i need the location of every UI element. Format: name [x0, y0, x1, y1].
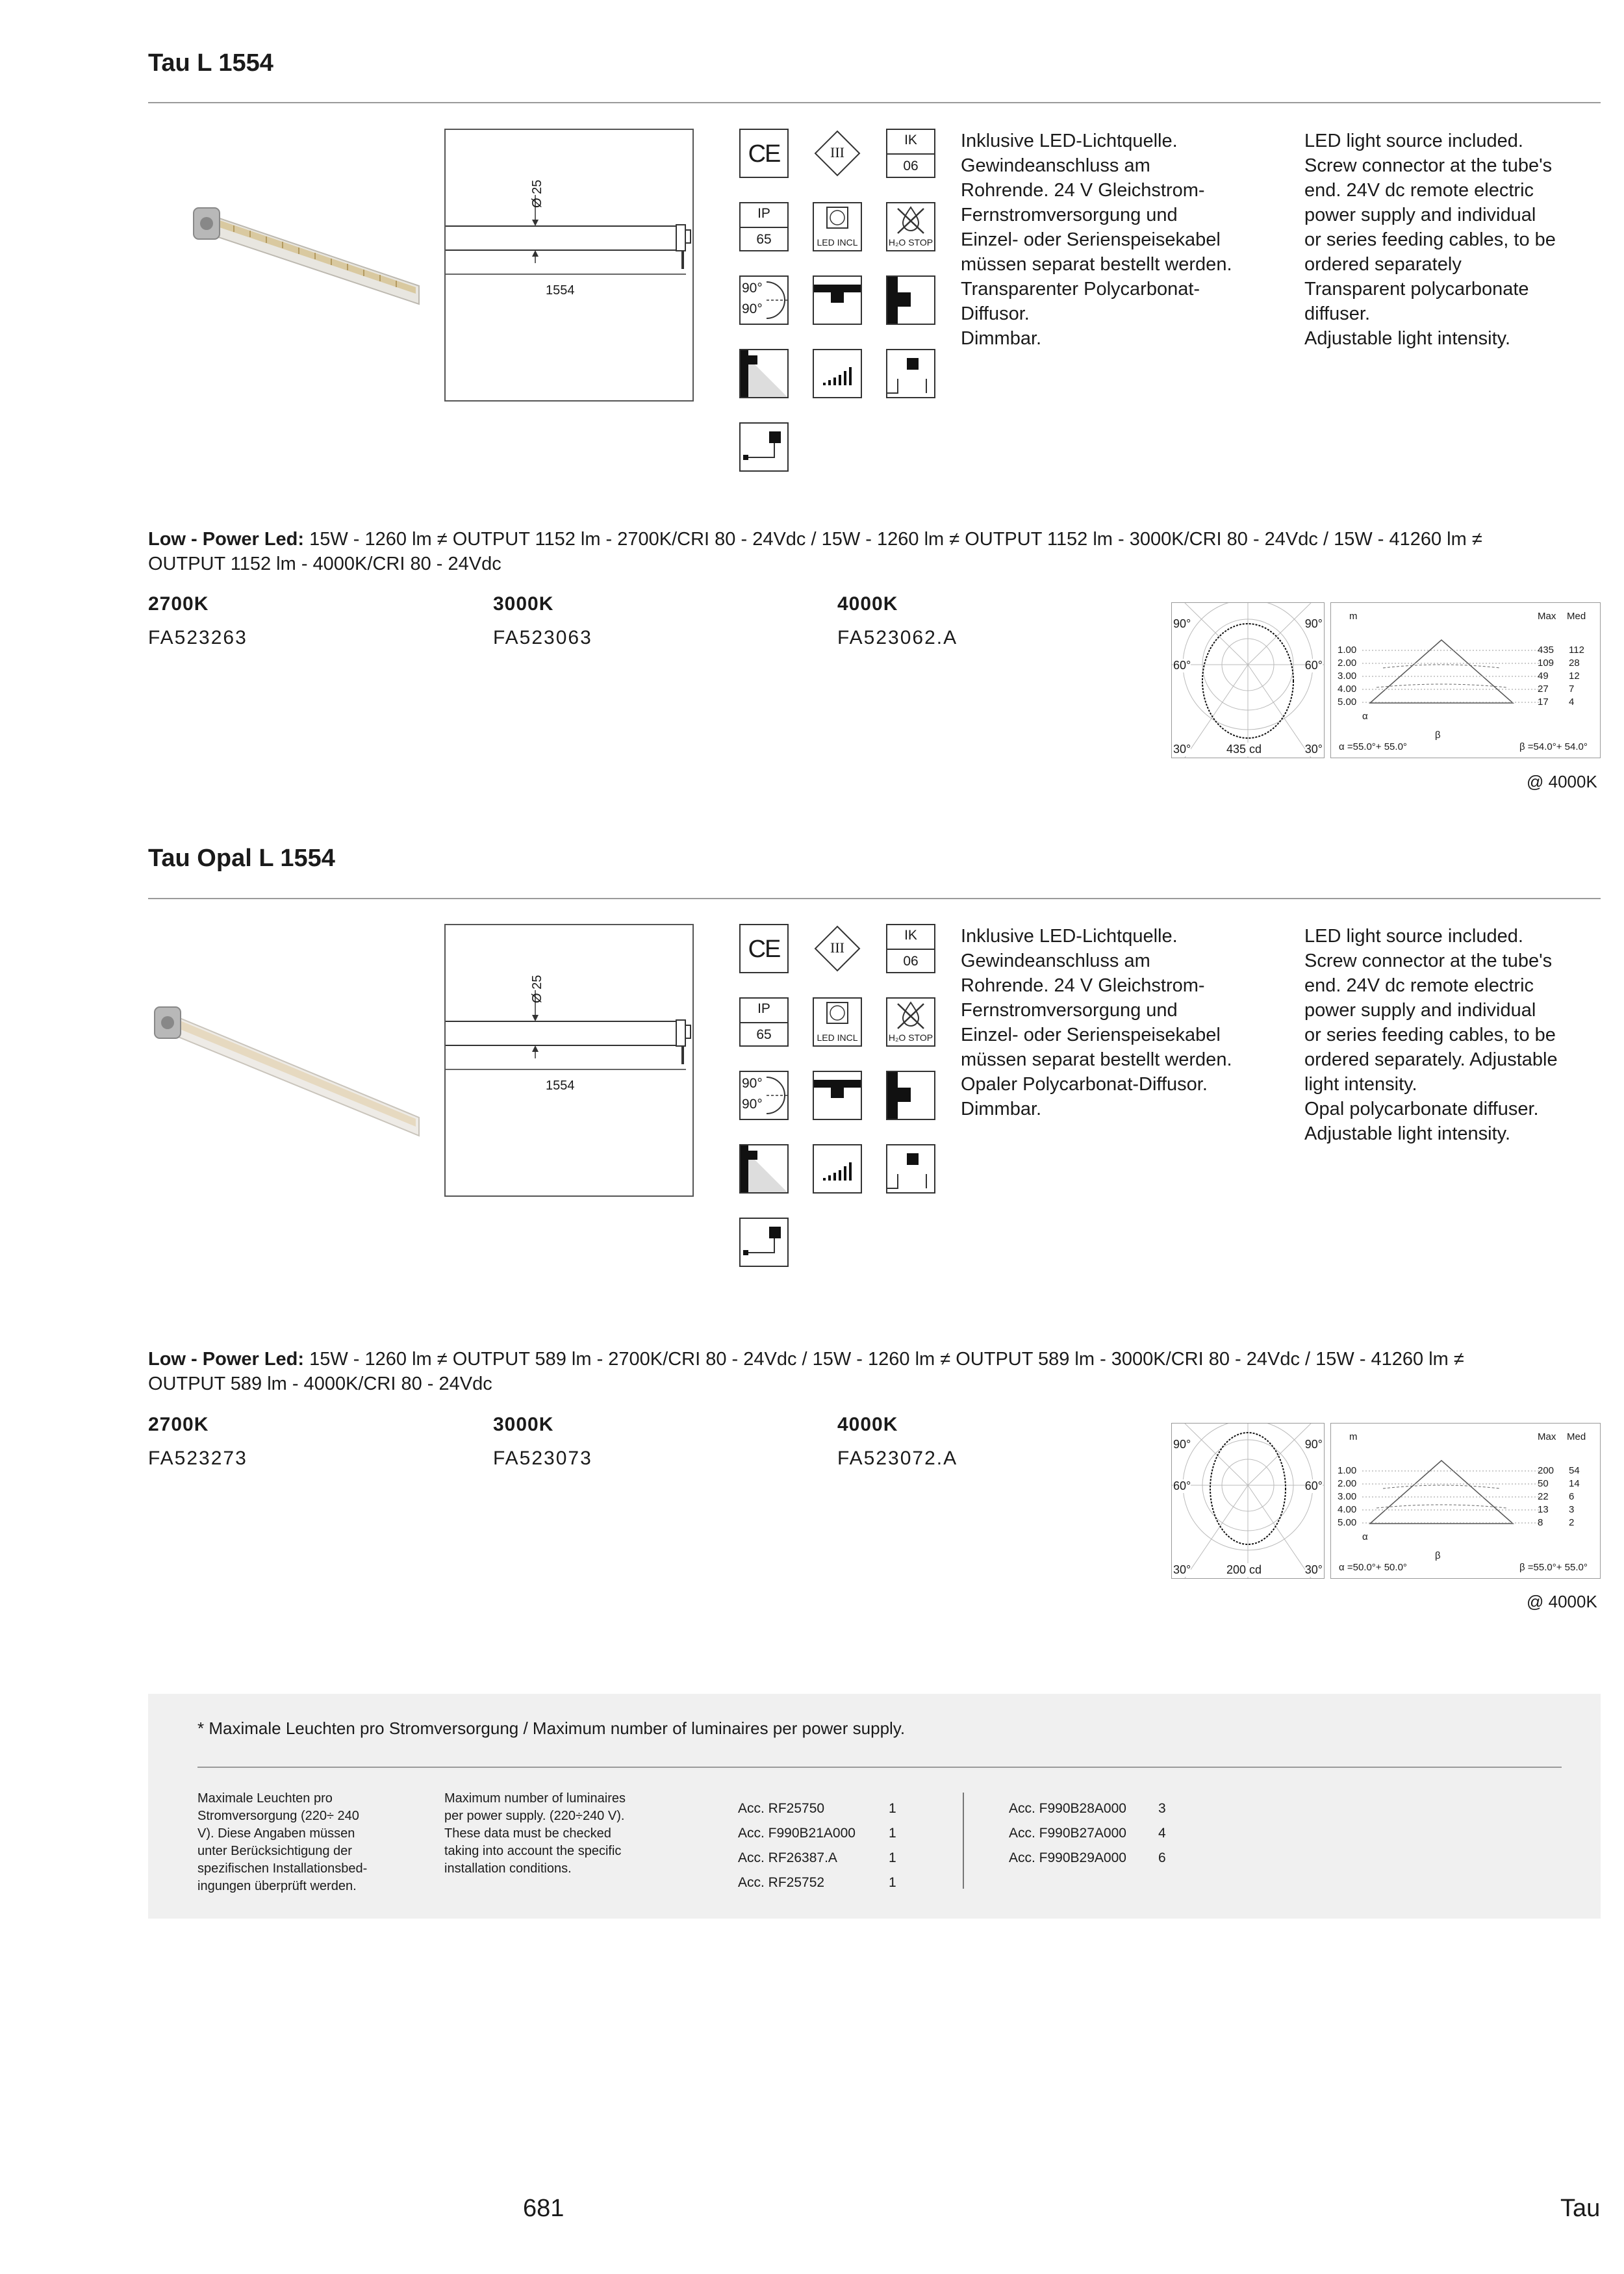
class-iii-icon: III	[813, 129, 862, 178]
wall-mount-icon	[886, 1071, 935, 1120]
light-emission-icon	[739, 1144, 789, 1194]
length-label: 1554	[546, 1079, 575, 1093]
product-title: Tau Opal L 1554	[148, 845, 335, 872]
ce-icon: CE	[739, 129, 789, 178]
list-item: Acc. RF25752	[738, 1875, 825, 1890]
power-supply-note-en: Maximum number of luminaires per power supply. (220÷240 V). These data must be checked taking into account the specific installation conditions.	[444, 1791, 626, 1876]
list-item: Acc. F990B21A000	[738, 1826, 856, 1841]
diameter-label: Ø 25	[530, 179, 544, 208]
power-supply-heading: * Maximale Leuchten pro Stromversorgung / Maximum number of luminaires per power supply.	[197, 1718, 906, 1738]
accessory-list-left	[738, 1796, 856, 1895]
code-temp-2700: 2700K	[148, 593, 209, 615]
list-item: Acc. F990B28A000	[1009, 1801, 1126, 1816]
rotation-angle-icon: 90° 90°	[739, 275, 789, 325]
product-code-3000: FA523063	[493, 627, 592, 648]
divider	[148, 898, 1601, 899]
remote-supply-icon	[739, 422, 789, 472]
ik-rating-icon: IK 06	[886, 129, 935, 178]
recessed-mount-icon	[886, 1144, 935, 1194]
polar-diagram: 90° 90° 60° 60° 30° 30° 200 cd	[1171, 1423, 1325, 1579]
rotation-angle-icon: 90° 90°	[739, 1071, 789, 1120]
product-code-2700: FA523273	[148, 1448, 247, 1469]
h2o-stop-icon: H₂O STOP	[886, 997, 935, 1047]
low-power-specs: Low - Power Led: 15W - 1260 lm ≠ OUTPUT 589 lm - 2700K/CRI 80 - 24Vdc / 15W - 1260 lm ≠ OUTPUT 589 lm - 3000K/CRI 80 - 24Vdc / 15W - 41260 lm ≠ OUTPUT 589 lm - 4000K/CRI 80 - 24Vdc	[148, 1349, 1464, 1394]
product-title: Tau L 1554	[148, 49, 273, 77]
page-number: 681	[523, 2195, 565, 2222]
list-item: Acc. F990B27A000	[1009, 1826, 1126, 1841]
list-item: Acc. RF26387.A	[738, 1850, 837, 1865]
accessory-list-right	[1009, 1796, 1126, 1871]
description-en: LED light source included. Screw connector at the tube's end. 24V dc remote electric power supply and individual or series feeding cables, to be ordered separately Transparent polycarbonate diffuser. Adjustable light intensity.	[1304, 131, 1556, 349]
product-family-label: Tau	[1560, 2195, 1601, 2222]
dimmable-icon	[813, 1144, 862, 1194]
dimmable-icon	[813, 349, 862, 398]
ik-rating-icon: IK 06	[886, 924, 935, 973]
ceiling-mount-icon	[813, 275, 862, 325]
code-temp-4000: 4000K	[837, 1414, 898, 1435]
light-cone-diagram: m Max Med 1.00 2.00 3.00 4.00 5.00 435 109 49 27 17 112 28 12 7 4 α β α =55.0°+ 55.0° β =54.0°+ 54.0°	[1330, 602, 1601, 758]
ceiling-mount-icon	[813, 1071, 862, 1120]
power-supply-note-de: Maximale Leuchten pro Stromversorgung (220÷ 240 V). Diese Angaben müssen unter Berücksichtigung der spezifischen Installationsbed- ingungen überprüft werden.	[197, 1791, 368, 1893]
low-power-specs: Low - Power Led: 15W - 1260 lm ≠ OUTPUT 1152 lm - 2700K/CRI 80 - 24Vdc / 15W - 1260 lm ≠ OUTPUT 1152 lm - 3000K/CRI 80 - 24Vdc / 15W - 41260 lm ≠ OUTPUT 1152 lm - 4000K/CRI 80 - 24Vdc	[148, 529, 1482, 574]
product-photo	[188, 188, 422, 312]
technical-drawing	[444, 924, 694, 1197]
list-item: Acc. F990B29A000	[1009, 1850, 1126, 1865]
product-photo	[149, 988, 422, 1137]
diameter-label: Ø 25	[530, 975, 544, 1003]
ip-rating-icon: IP 65	[739, 997, 789, 1047]
product-code-4000: FA523072.A	[837, 1448, 958, 1469]
code-temp-3000: 3000K	[493, 1414, 554, 1435]
led-included-icon: LED INCL	[813, 997, 862, 1047]
h2o-stop-icon: H₂O STOP	[886, 202, 935, 251]
accessory-qty-right: 3 4 6	[1158, 1801, 1166, 1865]
divider	[963, 1793, 964, 1889]
remote-supply-icon	[739, 1218, 789, 1267]
ce-icon: CE	[739, 924, 789, 973]
description-de: Inklusive LED-Lichtquelle. Gewindeanschluss am Rohrende. 24 V Gleichstrom- Fernstromversorgung und Einzel- oder Serienspeisekabel müssen separat bestellt werden. Transparenter Polycarbonat- Diffusor. Dimmbar.	[961, 131, 1232, 349]
divider	[197, 1767, 1562, 1768]
code-temp-2700: 2700K	[148, 1414, 209, 1435]
product-code-2700: FA523263	[148, 627, 247, 648]
measured-at-temp: @ 4000K	[1527, 772, 1597, 791]
description-en: LED light source included. Screw connector at the tube's end. 24V dc remote electric power supply and individual or series feeding cables, to be ordered separately. Adjustable light intensity. Opal polycarbonate diffuser. Adjustable light intensity.	[1304, 926, 1558, 1144]
recessed-mount-icon	[886, 349, 935, 398]
length-label: 1554	[546, 283, 575, 298]
ip-rating-icon: IP 65	[739, 202, 789, 251]
divider	[148, 102, 1601, 103]
accessory-qty-left: 1 1 1 1	[889, 1801, 896, 1890]
product-code-4000: FA523062.A	[837, 627, 958, 648]
description-de: Inklusive LED-Lichtquelle. Gewindeanschluss am Rohrende. 24 V Gleichstrom- Fernstromversorgung und Einzel- oder Serienspeisekabel müssen separat bestellt werden. Opaler Polycarbonat-Diffusor. Dimmbar.	[961, 926, 1232, 1119]
list-item: Acc. RF25750	[738, 1801, 825, 1816]
product-code-3000: FA523073	[493, 1448, 592, 1469]
power-supply-panel	[148, 1694, 1601, 1919]
polar-diagram: 90° 90° 60° 60° 30° 30° 435 cd	[1171, 602, 1325, 758]
light-emission-icon	[739, 349, 789, 398]
wall-mount-icon	[886, 275, 935, 325]
code-temp-4000: 4000K	[837, 593, 898, 615]
technical-drawing	[444, 129, 694, 402]
light-cone-diagram: m Max Med 1.00 2.00 3.00 4.00 5.00 200 50 22 13 8 54 14 6 3 2 α β α =50.0°+ 50.0° β =55.0°+ 55.0°	[1330, 1423, 1601, 1579]
class-iii-icon: III	[813, 924, 862, 973]
measured-at-temp: @ 4000K	[1527, 1592, 1597, 1611]
code-temp-3000: 3000K	[493, 593, 554, 615]
led-included-icon: LED INCL	[813, 202, 862, 251]
